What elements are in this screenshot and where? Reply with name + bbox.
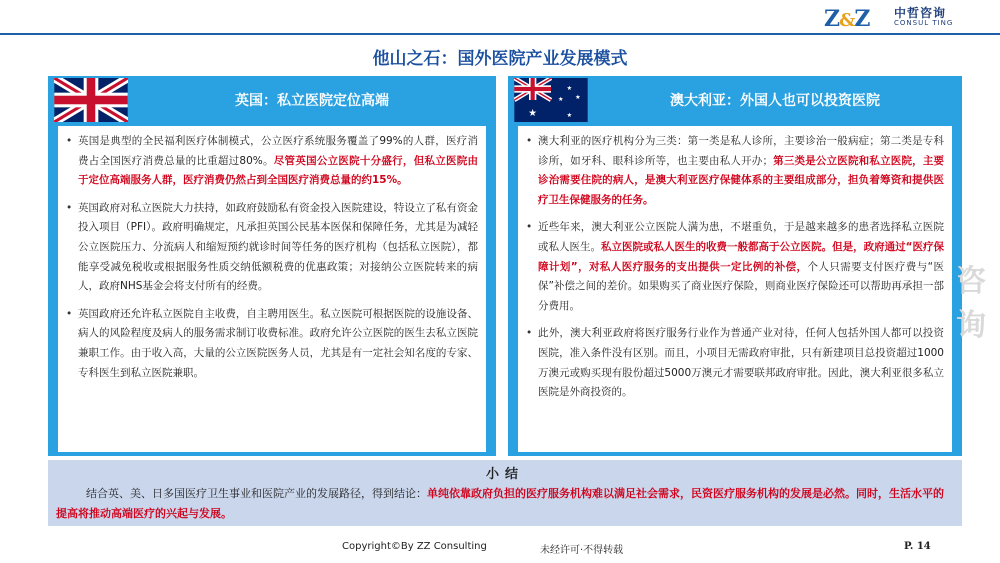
australia-paragraph: • 近些年来，澳大利亚公立医院人满为患，不堪重负，于是越来越多的患者选择私立医院或私人医生。私立医院或私人医生的收费一般都高于公立医院。但是，政府通过“医疗保障计划”，对私人医疗服务的支出提供一定比例的补偿，个人只需要支付医疗费与“医保”补偿之间的差价。如果购买了商业医疗保险，则商业医疗保险还可以帮助再承担一部分费用。 [526,218,944,316]
uk-paragraph: • 英国政府对私立医院大力扶持，如政府鼓励私有资金投入医院建设，特设立了私有资金投入项目（PFI）。政府明确规定，凡承担英国公民基本医保和保障任务，尤其是为减轻公立医院压力、分流病人和缩短预约就诊时间等任务的医疗机构（包括私立医院），都能享受减免税收或根据服务性质交纳低额税费的优惠政策；对接纳公立医院转来的病人，政府NHS基金会将支付所有的经费。 [66,199,478,297]
australia-panel-body [518,126,952,452]
svg-text:★: ★ [575,93,581,101]
uk-panel-body [58,126,486,452]
australia-panel [508,76,962,456]
australia-paragraph: • 此外，澳大利亚政府将医疗服务行业作为普通产业对待，任何人包括外国人都可以投资医院，准入条件没有区别。而且，小项目无需政府审批，只有新建项目总投资超过1000万澳元或购买现有股份超过5000万澳元才需要联邦政府审批。因此，澳大利亚很多私立医院是外商投资的。 [526,324,944,402]
summary-text: 结合英、美、日多国医疗卫生事业和医院产业的发展路径，得到结论：单纯依靠政府负担的医疗服务机构难以满足社会需求，民资医疗服务机构的发展是必然。同时，生活水平的提高将推动高端医疗的兴起与发展。 [56,487,944,520]
australia-panel-title: 澳大利亚：外国人也可以投资医院 [670,93,880,109]
bullet-icon: • [526,135,533,147]
header-rule [0,33,1000,35]
australia-paragraph: • 澳大利亚的医疗机构分为三类：第一类是私人诊所，主要诊治一般病症；第二类是专科诊所，如牙科、眼科诊所等，也主要由私人开办；第三类是公立医院和私立医院，主要诊治需要住院的病人，是澳大利亚医疗保健体系的主要组成部分，担负着筹资和提供医疗卫生保健服务的任务。 [526,132,944,210]
logo-mark: Z&Z [824,6,870,32]
bullet-icon: • [66,201,73,214]
summary-title: 小结 [485,467,524,482]
bullet-icon: • [526,221,533,234]
uk-panel-header [48,76,496,122]
svg-text:★: ★ [566,85,573,93]
uk-panel [48,76,496,456]
australia-panel-header [508,76,962,122]
svg-text:★: ★ [528,107,538,119]
reprint-notice: 未经许可·不得转载 [540,545,624,556]
bullet-icon: • [66,135,73,147]
watermark-text: 咨询 [956,264,986,343]
uk-panel-title: 英国：私立医院定位高端 [235,93,389,109]
bullet-icon: • [526,327,533,340]
bullet-icon: • [66,307,73,320]
summary-box [48,460,962,526]
logo-cn-text: 中哲咨询 [894,6,947,20]
svg-text:★: ★ [558,96,564,104]
svg-text:★: ★ [566,112,573,120]
page-number: P. 14 [904,541,931,552]
copyright-text: Copyright©By ZZ Consulting [342,541,487,552]
uk-paragraph: • 英国是典型的全民福利医疗体制模式，公立医疗系统服务覆盖了99%的人群，医疗消费占全国医疗消费总量的比重超过80%。尽管英国公立医院十分盛行，但私立医院由于定位高端服务人群，医疗消费仍然占到全国医疗消费总量的约15%。 [66,132,478,191]
page-title: 他山之石：国外医院产业发展模式 [372,49,628,69]
uk-paragraph: • 英国政府还允许私立医院自主收费，自主聘用医生。私立医院可根据医院的设施设备、病人的风险程度及病人的服务需求制订收费标准。政府允许公立医院的医生去私立医院兼职工作。由于收入高，大量的公立医院医务人员，尤其是有一定社会知名度的专家、专科医生到私立医院兼职。 [66,305,478,383]
logo-en-text: CONSUL TING [894,19,954,27]
company-logo [824,4,984,32]
